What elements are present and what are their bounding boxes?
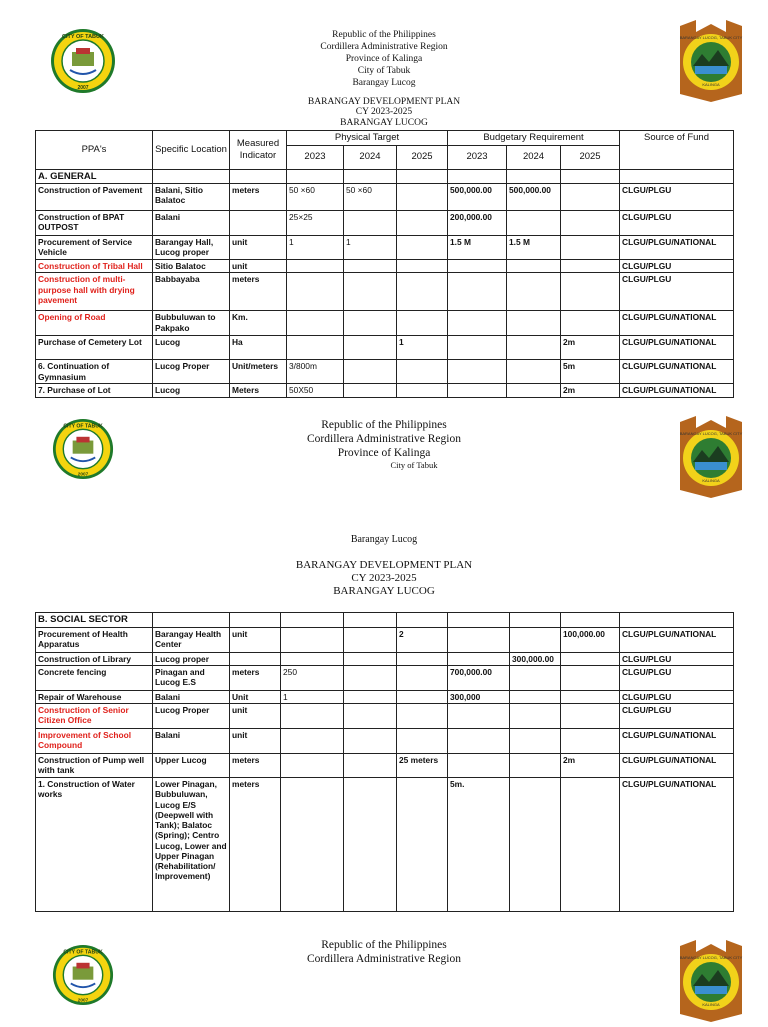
target-2024-cell (344, 690, 397, 703)
source-of-fund-cell: CLGU/PLGU (620, 690, 734, 703)
city-seal-left (50, 28, 116, 94)
budget-2025-cell: 2m (561, 754, 620, 778)
budget-2023-cell (448, 754, 510, 778)
target-2024-cell (344, 778, 397, 912)
target-2023-cell (287, 273, 344, 311)
seal-left-year: 2007 (77, 471, 89, 477)
general-sector-table (35, 130, 734, 398)
table-row (36, 336, 734, 360)
location-cell: Lucog proper (153, 652, 230, 665)
social-sector-table (35, 612, 734, 912)
location-cell: Sitio Balatoc (153, 260, 230, 273)
table-row (36, 754, 734, 778)
budget-2024-cell (510, 729, 561, 754)
budget-2024-cell: 500,000.00 (507, 184, 561, 211)
target-2023-cell (281, 778, 344, 912)
target-2023-cell (287, 336, 344, 360)
target-2025-cell: 25 meters (397, 754, 448, 778)
barangay-seal-right-2 (676, 414, 746, 498)
budget-2024-cell: 300,000.00 (510, 652, 561, 665)
col-header-source: Source of Fund (620, 131, 734, 170)
city-of-tabuk-seal-icon (52, 944, 114, 1006)
seal-left-text: CITY OF TABUK (63, 423, 103, 430)
header-line: Republic of the Philippines (332, 30, 436, 40)
table-row (36, 311, 734, 336)
target-2023-cell (281, 704, 344, 729)
table-row (36, 652, 734, 665)
target-2025-cell (397, 184, 448, 211)
source-of-fund-cell: CLGU/PLGU/NATIONAL (620, 311, 734, 336)
header-line: City of Tabuk (357, 65, 411, 76)
budget-2023-cell (448, 652, 510, 665)
city-seal-left-3 (52, 944, 114, 1006)
ppa-cell: Opening of Road (36, 311, 153, 336)
budget-2024-cell: 1.5 M (507, 236, 561, 260)
target-2024-cell (344, 384, 397, 397)
budget-2023-cell (448, 627, 510, 652)
source-of-fund-cell: CLGU/PLGU/NATIONAL (620, 384, 734, 397)
target-2024-cell (344, 665, 397, 690)
target-2025-cell (397, 778, 448, 912)
city-of-tabuk-seal-icon (52, 418, 114, 480)
ppa-cell: 6. Continuation of Gymnasium (36, 360, 153, 384)
year-header: 2024 (344, 145, 397, 169)
seal-right-text: BARANGAY LUCOG, TABUK CITY (679, 35, 743, 40)
table-row (36, 778, 734, 912)
budget-2023-cell (448, 311, 507, 336)
plan-title-1 (234, 97, 534, 128)
location-cell: Lucog (153, 384, 230, 397)
location-cell: Lower Pinagan, Bubbuluwan, Lucog E/S (Deepwell with Tank); Balatoc (Spring); Centro Lucog, Lower and Upper Pinagan (Rehabilitation/ Improvement) (153, 778, 230, 912)
col-header-indicator: Measured Indicator (230, 131, 287, 170)
ppa-cell: 1. Construction of Water works (36, 778, 153, 912)
table-row (36, 273, 734, 311)
target-2023-cell (287, 311, 344, 336)
seal-right-text: BARANGAY LUCOG, TABUK CITY (679, 955, 743, 960)
target-2024-cell: 50 ×60 (344, 184, 397, 211)
target-2023-cell: 50X50 (287, 384, 344, 397)
budget-2025-cell (561, 665, 620, 690)
indicator-cell: Unit/meters (230, 360, 287, 384)
target-2023-cell (281, 729, 344, 754)
section-title-social: B. SOCIAL SECTOR (36, 613, 153, 628)
budget-2025-cell (561, 652, 620, 665)
location-cell: Barangay Hall, Lucog proper (153, 236, 230, 260)
header-line: Republic of the Philippines (321, 419, 447, 431)
budget-2023-cell (448, 729, 510, 754)
target-2023-cell: 1 (281, 690, 344, 703)
seal-right-sub: KALINGA (702, 478, 720, 483)
ppa-cell: 7. Purchase of Lot (36, 384, 153, 397)
budget-2023-cell: 1.5 M (448, 236, 507, 260)
target-2025-cell (397, 260, 448, 273)
target-2025-cell (397, 665, 448, 690)
source-of-fund-cell: CLGU/PLGU/NATIONAL (620, 729, 734, 754)
budget-2025-cell: 5m (561, 360, 620, 384)
target-2024-cell (344, 211, 397, 236)
header-line: Cordillera Administrative Region (307, 953, 461, 966)
target-2025-cell: 2 (397, 627, 448, 652)
location-cell: Lucog Proper (153, 360, 230, 384)
table-row (36, 360, 734, 384)
header-line: Cordillera Administrative Region (307, 433, 461, 446)
source-of-fund-cell: CLGU/PLGU/NATIONAL (620, 778, 734, 912)
budget-2025-cell (561, 260, 620, 273)
target-2025-cell (397, 211, 448, 236)
year-header: 2025 (397, 145, 448, 169)
barangay-lucog-seal-icon (676, 938, 746, 1022)
seal-left-text: CITY OF TABUK (63, 949, 103, 956)
source-of-fund-cell: CLGU/PLGU (620, 184, 734, 211)
budget-2023-cell: 200,000.00 (448, 211, 507, 236)
budget-2025-cell (561, 184, 620, 211)
location-cell: Lucog Proper (153, 704, 230, 729)
ppa-cell: Procurement of Service Vehicle (36, 236, 153, 260)
budget-2023-cell (448, 384, 507, 397)
source-of-fund-cell: CLGU/PLGU/NATIONAL (620, 627, 734, 652)
target-2024-cell (344, 360, 397, 384)
indicator-cell: unit (230, 236, 287, 260)
ppa-cell: Construction of BPAT OUTPOST (36, 211, 153, 236)
plan-title-line: CY 2023-2025 (355, 107, 413, 118)
target-2023-cell: 25×25 (287, 211, 344, 236)
header-line: Province of Kalinga (345, 53, 423, 64)
ppa-cell: Concrete fencing (36, 665, 153, 690)
target-2025-cell (397, 690, 448, 703)
budget-2024-cell (507, 260, 561, 273)
seal-right-sub: KALINGA (702, 82, 720, 87)
source-of-fund-cell: CLGU/PLGU (620, 704, 734, 729)
target-2025-cell (397, 311, 448, 336)
header-line: Republic of the Philippines (321, 939, 447, 951)
plan-title-line: BARANGAY DEVELOPMENT PLAN (307, 97, 461, 107)
budget-2023-cell: 5m. (448, 778, 510, 912)
indicator-cell: Unit (230, 690, 281, 703)
target-2025-cell (397, 704, 448, 729)
target-2024-cell (344, 729, 397, 754)
seal-left-text: CITY OF TABUK (62, 34, 104, 40)
source-of-fund-cell: CLGU/PLGU/NATIONAL (620, 236, 734, 260)
budget-2024-cell (507, 360, 561, 384)
location-cell: Balani (153, 729, 230, 754)
barangay-name-2 (334, 534, 434, 547)
indicator-cell (230, 652, 281, 665)
budget-2025-cell: 100,000.00 (561, 627, 620, 652)
target-2023-cell (281, 652, 344, 665)
city-of-tabuk-seal-icon (50, 28, 116, 94)
ppa-cell: Construction of Pavement (36, 184, 153, 211)
ppa-cell: Construction of Senior Citizen Office (36, 704, 153, 729)
budget-2023-cell (448, 260, 507, 273)
budget-2023-cell: 700,000.00 (448, 665, 510, 690)
budget-2023-cell: 300,000 (448, 690, 510, 703)
ppa-cell: Construction of Library (36, 652, 153, 665)
plan-title-line: BARANGAY LUCOG (333, 584, 435, 597)
header-line: Province of Kalinga (337, 447, 431, 460)
target-2023-cell (281, 754, 344, 778)
location-cell: Balani, Sitio Balatoc (153, 184, 230, 211)
seal-right-text: BARANGAY LUCOG, TABUK CITY (679, 431, 743, 436)
year-header: 2024 (507, 145, 561, 169)
barangay-seal-right-3 (676, 938, 746, 1022)
col-header-budget: Budgetary Requirement (448, 131, 620, 146)
budget-2025-cell (561, 729, 620, 754)
year-header: 2025 (561, 145, 620, 169)
location-cell: Upper Lucog (153, 754, 230, 778)
col-header-location: Specific Location (153, 131, 230, 170)
source-of-fund-cell: CLGU/PLGU (620, 665, 734, 690)
source-of-fund-cell: CLGU/PLGU (620, 211, 734, 236)
budget-2024-cell (507, 311, 561, 336)
budget-2024-cell (510, 754, 561, 778)
year-header: 2023 (448, 145, 507, 169)
budget-2025-cell (561, 236, 620, 260)
budget-2023-cell (448, 704, 510, 729)
col-header-physical-target: Physical Target (287, 131, 448, 146)
target-2025-cell (397, 236, 448, 260)
page-header-1 (234, 30, 534, 89)
source-of-fund-cell: CLGU/PLGU/NATIONAL (620, 360, 734, 384)
indicator-cell: unit (230, 704, 281, 729)
barangay-seal-right (676, 18, 746, 102)
budget-2024-cell (507, 273, 561, 311)
table-row (36, 384, 734, 397)
location-cell: Barangay Health Center (153, 627, 230, 652)
plan-title-2 (234, 559, 534, 598)
indicator-cell: meters (230, 184, 287, 211)
budget-2024-cell (510, 704, 561, 729)
target-2023-cell: 3/800m (287, 360, 344, 384)
source-of-fund-cell: CLGU/PLGU (620, 273, 734, 311)
budget-2025-cell: 2m (561, 336, 620, 360)
source-of-fund-cell: CLGU/PLGU/NATIONAL (620, 336, 734, 360)
indicator-cell: unit (230, 627, 281, 652)
budget-2024-cell (510, 778, 561, 912)
table-row (36, 627, 734, 652)
location-cell: Lucog (153, 336, 230, 360)
target-2024-cell (344, 273, 397, 311)
col-header-ppas: PPA's (36, 131, 153, 170)
budget-2024-cell (507, 384, 561, 397)
ppa-cell: Construction of Pump well with tank (36, 754, 153, 778)
budget-2023-cell (448, 336, 507, 360)
target-2024-cell (344, 311, 397, 336)
ppa-cell: Purchase of Cemetery Lot (36, 336, 153, 360)
budget-2023-cell (448, 273, 507, 311)
target-2023-cell: 1 (287, 236, 344, 260)
budget-2025-cell (561, 311, 620, 336)
barangay-lucog-seal-icon (676, 18, 746, 102)
section-title-general: A. GENERAL (36, 169, 153, 184)
target-2025-cell (397, 360, 448, 384)
source-of-fund-cell: CLGU/PLGU/NATIONAL (620, 754, 734, 778)
budget-2023-cell (448, 360, 507, 384)
budget-2024-cell (507, 336, 561, 360)
ppa-cell: Procurement of Health Apparatus (36, 627, 153, 652)
plan-title-line: CY 2023-2025 (351, 571, 417, 584)
table-row (36, 211, 734, 236)
budget-2025-cell (561, 778, 620, 912)
budget-2025-cell (561, 704, 620, 729)
location-cell: Babbayaba (153, 273, 230, 311)
target-2024-cell (344, 627, 397, 652)
target-2023-cell (287, 260, 344, 273)
table-row (36, 260, 734, 273)
ppa-cell: Repair of Warehouse (36, 690, 153, 703)
budget-2025-cell (561, 211, 620, 236)
target-2023-cell: 50 ×60 (287, 184, 344, 211)
indicator-cell: unit (230, 260, 287, 273)
seal-right-sub: KALINGA (702, 1002, 720, 1007)
seal-left-year: 2007 (77, 997, 89, 1003)
indicator-cell: meters (230, 754, 281, 778)
target-2024-cell: 1 (344, 236, 397, 260)
table-row (36, 690, 734, 703)
table-row (36, 236, 734, 260)
ppa-cell: Construction of multi-purpose hall with drying pavement (36, 273, 153, 311)
seal-left-year: 2007 (77, 85, 89, 91)
location-cell: Balani (153, 211, 230, 236)
year-header: 2023 (287, 145, 344, 169)
table-row (36, 729, 734, 754)
indicator-cell: unit (230, 729, 281, 754)
page-header-3 (234, 938, 534, 966)
budget-2024-cell (510, 627, 561, 652)
barangay-lucog-seal-icon (676, 414, 746, 498)
header-line: Barangay Lucog (350, 534, 418, 545)
target-2023-cell (281, 627, 344, 652)
budget-2023-cell: 500,000.00 (448, 184, 507, 211)
plan-title-line: BARANGAY LUCOG (340, 117, 428, 128)
target-2024-cell (344, 336, 397, 360)
table-row (36, 704, 734, 729)
city-seal-left-2 (52, 418, 114, 480)
target-2024-cell (344, 652, 397, 665)
budget-2024-cell (507, 211, 561, 236)
source-of-fund-cell: CLGU/PLGU (620, 652, 734, 665)
ppa-cell: Construction of Tribal Hall (36, 260, 153, 273)
target-2025-cell (397, 273, 448, 311)
location-cell: Balani (153, 690, 230, 703)
table-row (36, 665, 734, 690)
table-row (36, 184, 734, 211)
budget-2025-cell (561, 273, 620, 311)
indicator-cell: meters (230, 665, 281, 690)
target-2025-cell (397, 384, 448, 397)
indicator-cell (230, 211, 287, 236)
target-2024-cell (344, 754, 397, 778)
target-2025-cell (397, 652, 448, 665)
header-line: City of Tabuk (390, 460, 438, 471)
indicator-cell: Km. (230, 311, 287, 336)
budget-2024-cell (510, 690, 561, 703)
target-2025-cell: 1 (397, 336, 448, 360)
plan-title-line: BARANGAY DEVELOPMENT PLAN (295, 559, 473, 571)
indicator-cell: Meters (230, 384, 287, 397)
indicator-cell: Ha (230, 336, 287, 360)
header-line: Barangay Lucog (352, 77, 416, 88)
budget-2025-cell: 2m (561, 384, 620, 397)
source-of-fund-cell: CLGU/PLGU (620, 260, 734, 273)
target-2024-cell (344, 260, 397, 273)
location-cell: Pinagan and Lucog E.S (153, 665, 230, 690)
budget-2025-cell (561, 690, 620, 703)
indicator-cell: meters (230, 273, 287, 311)
page-header-2 (234, 418, 534, 470)
target-2023-cell: 250 (281, 665, 344, 690)
header-line: Cordillera Administrative Region (320, 41, 448, 52)
target-2025-cell (397, 729, 448, 754)
indicator-cell: meters (230, 778, 281, 912)
target-2024-cell (344, 704, 397, 729)
ppa-cell: Improvement of School Compound (36, 729, 153, 754)
budget-2024-cell (510, 665, 561, 690)
location-cell: Bubbuluwan to Pakpako (153, 311, 230, 336)
